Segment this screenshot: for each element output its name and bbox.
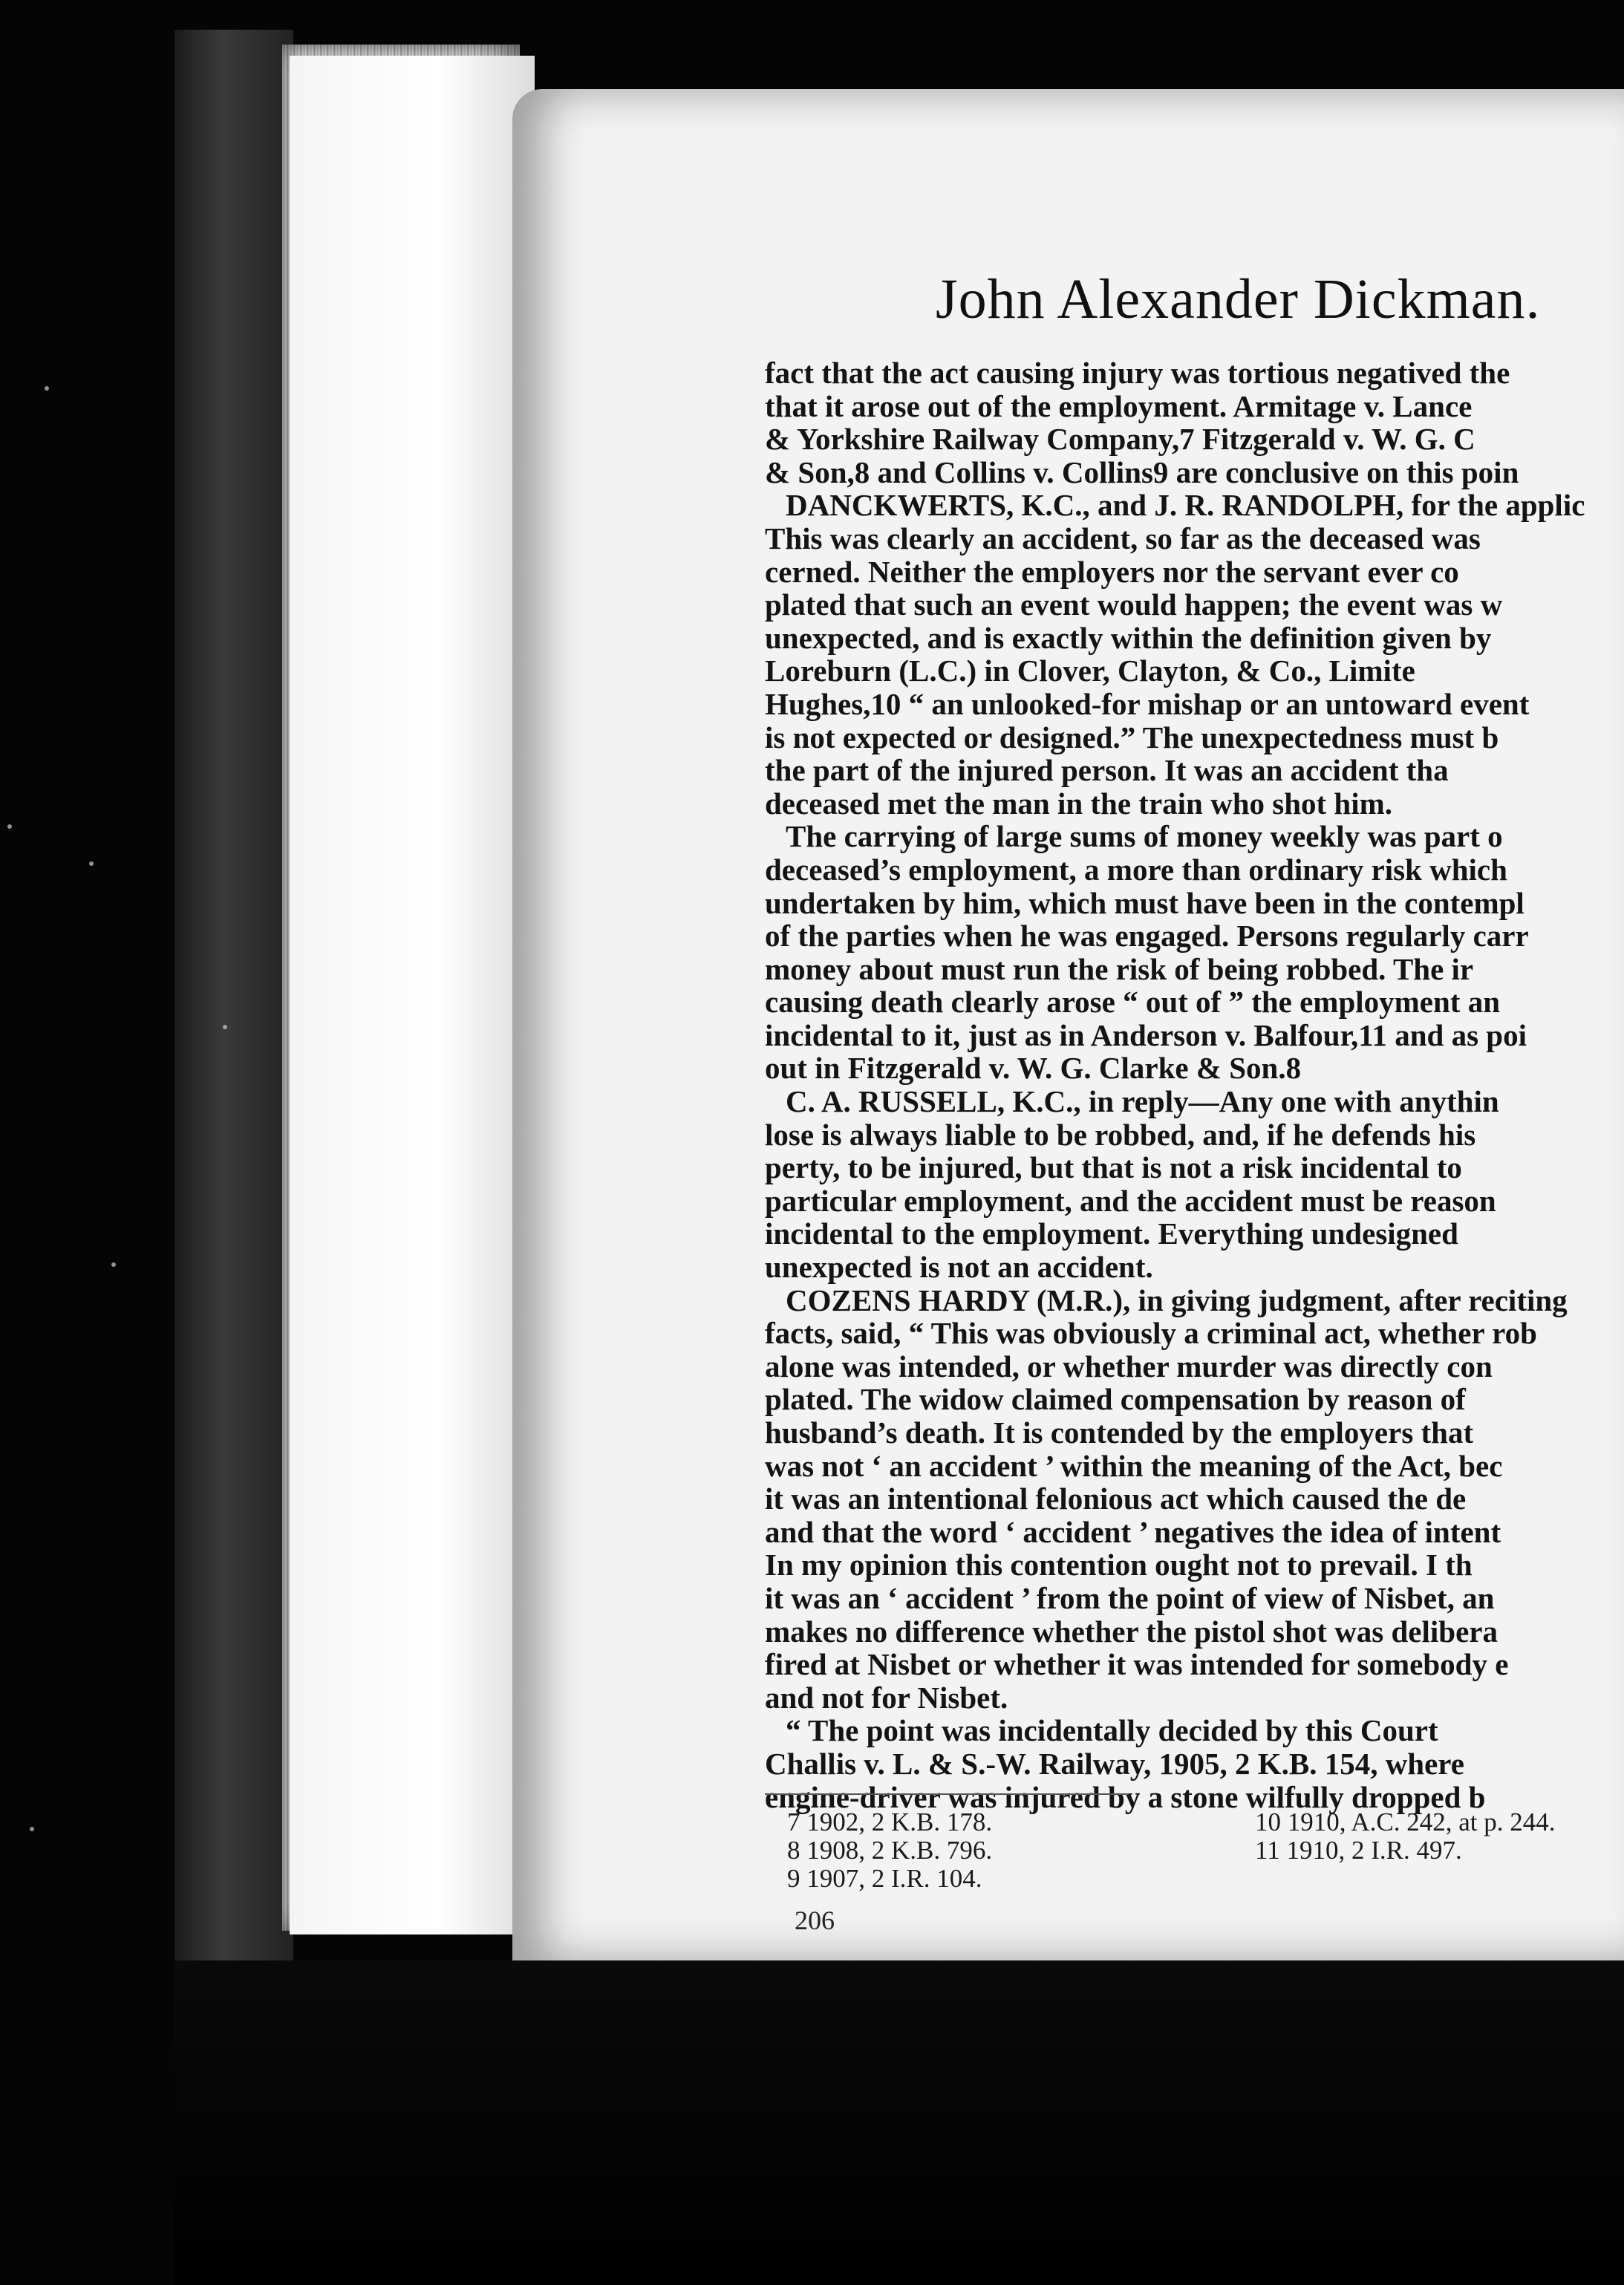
text-line: This was clearly an accident, so far as the deceased was	[765, 521, 1481, 555]
text-line: and that the word ‘ accident ’ negatives the idea of intent	[765, 1514, 1501, 1549]
page-content	[765, 267, 1624, 2198]
text-line: & Yorkshire Railway Company,7 Fitzgerald v. W. G. C	[765, 422, 1475, 457]
text-line: engine-driver was injured by a stone wilfully dropped b	[765, 1779, 1486, 1814]
text-line: is not expected or designed.” The unexpectedness must b	[765, 720, 1499, 754]
text-line: deceased’s employment, a more than ordinary risk which	[765, 852, 1507, 887]
turned-leaf	[290, 56, 535, 1934]
footnote: 8 1908, 2 K.B. 796.	[787, 1836, 993, 1865]
text-line: money about must run the risk of being robbed. The ir	[765, 951, 1474, 986]
book-cover-edge	[175, 30, 293, 1960]
dust-speck	[45, 386, 49, 391]
text-line: of the parties when he was engaged. Persons regularly carr	[765, 919, 1529, 954]
dust-speck	[30, 1827, 34, 1831]
text-line: it was an ‘ accident ’ from the point of view of Nisbet, an	[765, 1580, 1495, 1615]
text-line: incidental to it, just as in Anderson v. Balfour,11 and as poi	[765, 1017, 1527, 1052]
dust-speck	[223, 1025, 227, 1029]
text-line: facts, said, “ This was obviously a criminal act, whether rob	[765, 1316, 1537, 1351]
footnote-rule	[765, 1793, 1129, 1795]
footnotes-right-column	[1255, 1808, 1555, 1865]
text-line: Challis v. L. & S.-W. Railway, 1905, 2 K.B. 154, where	[765, 1746, 1464, 1781]
text-line: lose is always liable to be robbed, and, if he defends his	[765, 1117, 1476, 1152]
text-line: husband’s death. It is contended by the employers that	[765, 1415, 1474, 1450]
text-line: COZENS HARDY (M.R.), in giving judgment, after reciting	[786, 1282, 1568, 1317]
text-line: fired at Nisbet or whether it was intended for somebody e	[765, 1647, 1509, 1682]
footnote: 7 1902, 2 K.B. 178.	[787, 1808, 993, 1836]
text-line: perty, to be injured, but that is not a risk incidental to	[765, 1150, 1462, 1185]
text-line: causing death clearly arose “ out of ” the employment an	[765, 985, 1501, 1020]
text-line: unexpected, and is exactly within the definition given by	[765, 620, 1492, 655]
body-text	[765, 356, 1624, 1813]
footnote: 10 1910, A.C. 242, at p. 244.	[1255, 1808, 1556, 1836]
dust-speck	[7, 824, 12, 829]
text-line: alone was intended, or whether murder was directly con	[765, 1349, 1493, 1383]
dust-speck	[111, 1262, 116, 1267]
text-line: “ The point was incidentally decided by this Court	[786, 1713, 1438, 1748]
text-line: that it arose out of the employment. Armitage v. Lance	[765, 388, 1473, 423]
text-line: undertaken by him, which must have been in the contempl	[765, 885, 1524, 920]
footnotes-left-column	[787, 1808, 992, 1893]
text-line: it was an intentional felonious act which caused the de	[765, 1481, 1467, 1516]
dust-speck	[89, 861, 94, 866]
text-line: DANCKWERTS, K.C., and J. R. RANDOLPH, for the applic	[786, 488, 1585, 523]
page-title: John Alexander Dickman.	[936, 268, 1541, 330]
text-line: particular employment, and the accident must be reason	[765, 1183, 1496, 1218]
text-line: unexpected is not an accident.	[765, 1250, 1153, 1285]
text-line: & Son,8 and Collins v. Collins9 are conclusive on this poin	[765, 454, 1519, 489]
text-line: and not for Nisbet.	[765, 1680, 1008, 1715]
text-line: makes no difference whether the pistol shot was delibera	[765, 1614, 1498, 1649]
text-line: Hughes,10 “ an unlooked-for mishap or an untoward event	[765, 686, 1530, 721]
text-line: C. A. RUSSELL, K.C., in reply—Any one with anythin	[786, 1084, 1499, 1119]
text-line: deceased met the man in the train who shot him.	[765, 786, 1393, 821]
text-line: In my opinion this contention ought not to prevail. I th	[765, 1548, 1473, 1582]
text-line: the part of the injured person. It was an accident tha	[765, 753, 1449, 788]
text-line: fact that the act causing injury was tortious negatived the	[765, 356, 1510, 390]
text-line: incidental to the employment. Everything undesigned	[765, 1216, 1458, 1251]
text-line: plated. The widow claimed compensation by reason of	[765, 1382, 1466, 1417]
text-line: Loreburn (L.C.) in Clover, Clayton, & Co., Limite	[765, 653, 1415, 688]
page-number: 206	[795, 1906, 835, 1935]
footnote: 11 1910, 2 I.R. 497.	[1255, 1836, 1462, 1865]
text-line: out in Fitzgerald v. W. G. Clarke & Son.8	[765, 1051, 1302, 1086]
text-line: was not ‘ an accident ’ within the meaning of the Act, bec	[765, 1448, 1503, 1483]
text-line: The carrying of large sums of money weekly was part o	[786, 819, 1503, 854]
text-line: plated that such an event would happen; the event was w	[765, 587, 1503, 622]
text-line: cerned. Neither the employers nor the servant ever co	[765, 554, 1459, 589]
footnote: 9 1907, 2 I.R. 104.	[787, 1864, 982, 1893]
